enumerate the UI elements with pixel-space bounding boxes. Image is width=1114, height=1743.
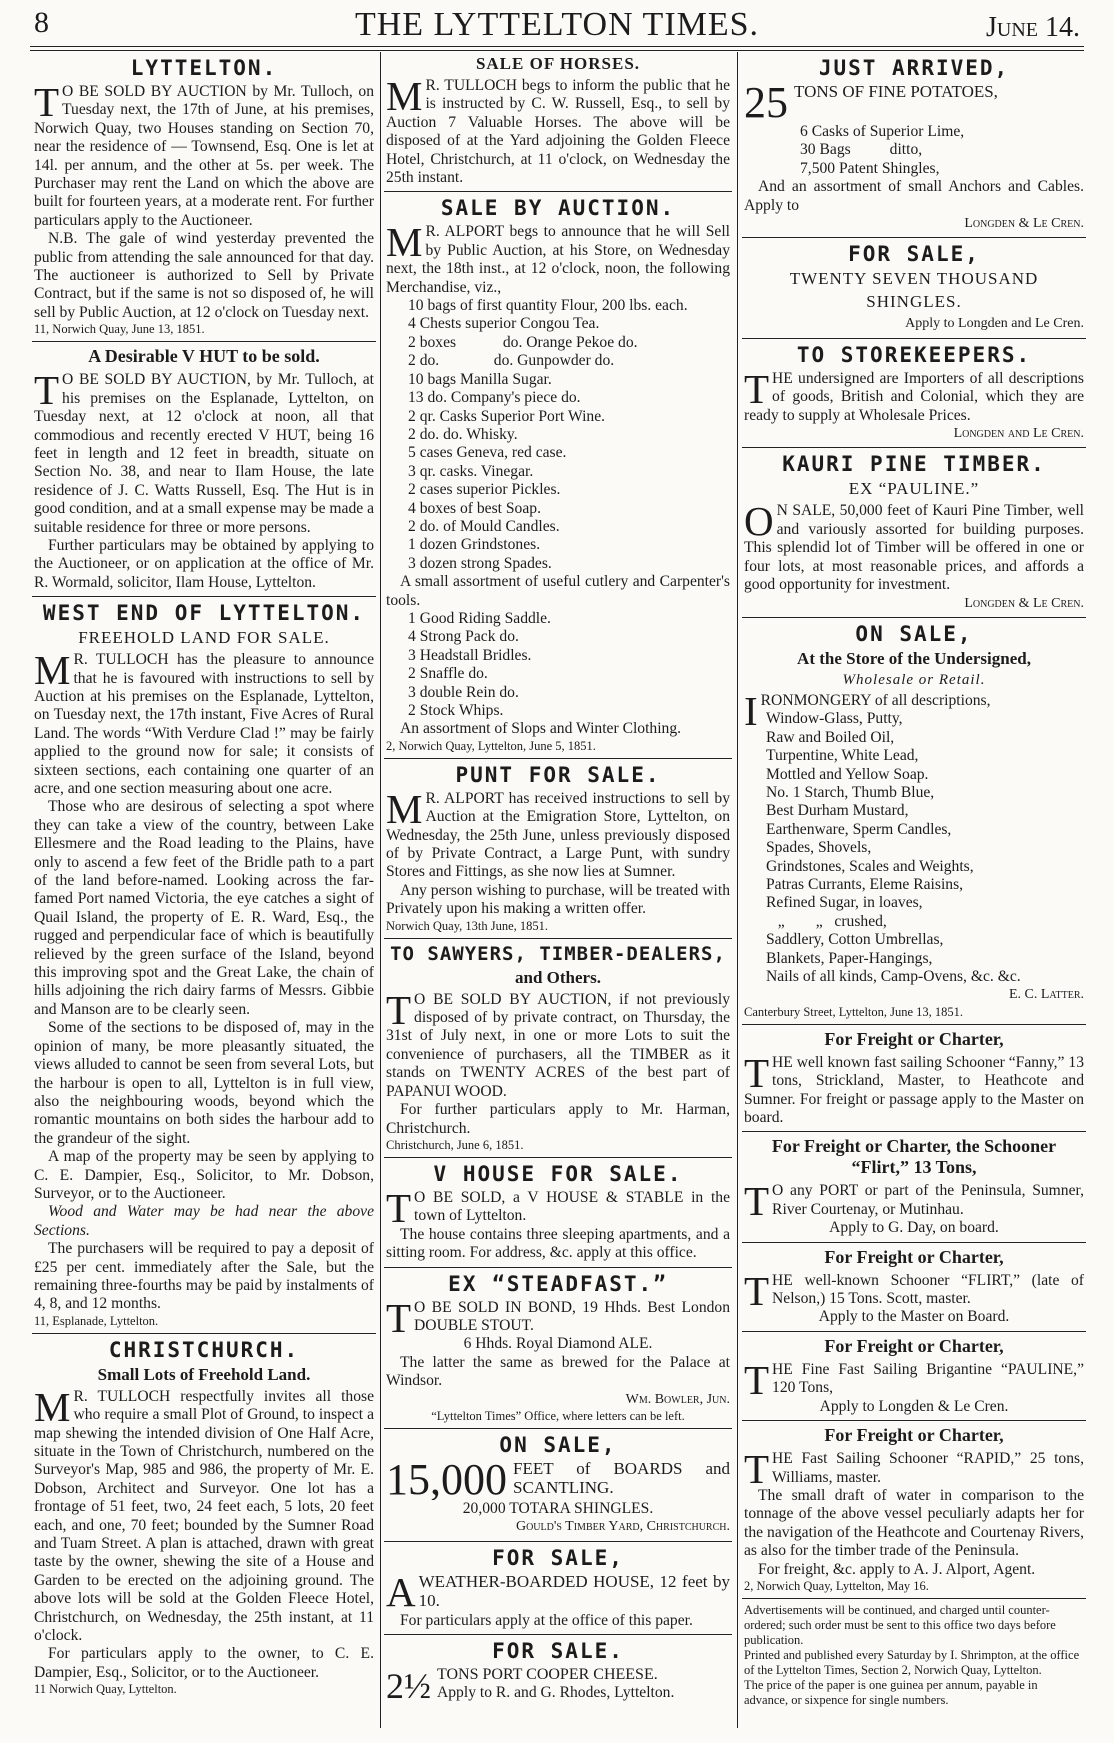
ad-signature: Longden & Le Cren.	[964, 595, 1084, 611]
ad-footer: 11, Esplanade, Lyttelton.	[34, 1313, 159, 1328]
big-number: 25	[744, 83, 788, 123]
big-number: 2½	[386, 1666, 431, 1706]
ad-ironmongery	[742, 622, 1086, 1025]
drop-cap: M	[386, 785, 423, 832]
drop-cap: O	[744, 498, 774, 545]
ad-paragraph: A small assortment of useful cutlery and Carpenter's tools.	[386, 573, 730, 609]
list-item: Grindstones, Scales and Weights,	[766, 857, 974, 875]
list-item: 30 Bags ditto,	[800, 141, 923, 159]
ad-paragraph: Any person wishing to purchase, will be treated with Privately upon his making a written offer.	[386, 881, 730, 918]
ad-body: HE undersigned are Importers of all descriptions of goods, British and Colonial, which they are ready to supply at Wholesale Prices.	[744, 369, 1084, 424]
ad-heading: JUST ARRIVED,	[818, 56, 1010, 80]
list-item: Saddlery, Cotton Umbrellas,	[766, 931, 944, 949]
ad-body: HE well-known Schooner “FLIRT,” (late of Nelson,) 15 Tons. Scott, master.	[772, 1271, 1084, 1308]
column-3	[742, 54, 1086, 1716]
ad-paragraph: Those who are desirous of selecting a spot where they can take a view of the country, between Lake Ellesmere and the Road leading to the Plains, have only to ascend a few feet of the Bridle path to a part of the land before-named. Looking across the far-famed Port named Victoria, the eye catches a sight of Quail Island, the property of E. R. Ward, Esq., the rugged and perpendicular face of which is beautifully relieved by the green surface of the Island, beyond this improving spot and the Great Lake, the chain of hills adjoining the rich dairy farms of Messrs. Gibbie and Manson are to be clearly seen.	[34, 798, 374, 1018]
ad-heading: For Freight or Charter,	[824, 1246, 1004, 1267]
ad-body: TONS PORT COOPER CHEESE.	[437, 1666, 658, 1683]
ad-heading: WEST END OF LYTTELTON.	[42, 601, 366, 626]
ad-paragraph: An assortment of Slops and Winter Clothing.	[400, 720, 682, 738]
drop-cap: T	[744, 365, 770, 412]
list-item: 2 do. do. Gunpowder do.	[408, 352, 615, 370]
ad-body: O any PORT or part of the Peninsula, Sumner, River Courtenay, or Mutinhau.	[772, 1182, 1084, 1218]
drop-cap: T	[744, 1049, 770, 1096]
ad-heading: ON SALE,	[855, 621, 973, 646]
list-item: Spades, Shovels,	[766, 839, 872, 857]
ad-heading: LYTTELTON.	[130, 56, 278, 80]
ad-signature: Longden & Le Cren.	[964, 216, 1084, 232]
ad-line: TONS OF FINE POTATOES,	[794, 83, 998, 101]
ad-pauline	[742, 1336, 1086, 1421]
ad-v-hut	[32, 346, 376, 597]
drop-cap: T	[386, 986, 412, 1033]
list-item: 3 qr. casks. Vinegar.	[408, 462, 534, 480]
ad-footer: 2, Norwich Quay, Lyttelton, May 16.	[744, 1578, 929, 1593]
ad-body: HE Fast Sailing Schooner “RAPID,” 25 tons, Williams, master.	[772, 1450, 1084, 1486]
ad-subheading-2: Wholesale or Retail.	[842, 671, 986, 688]
list-item: Nails of all kinds, Camp-Ovens, &c. &c.	[766, 968, 1021, 985]
ad-body: O BE SOLD BY AUCTION by Mr. Tulloch, on Tuesday next, the 17th of June, at his premises, Norwich Quay, two Houses standing on Section 70, near the residence of — Townsend, Esq. One is let at 14l. per annum, and the other at 5s. per week. The Purchaser may rent the Land on which the above are built for fourteen years, at a moderate rent. For further particulars apply to the Auctioneer.	[34, 83, 374, 229]
list-item: 2 boxes do. Orange Pekoe do.	[408, 333, 638, 351]
list-item: 4 boxes of best Soap.	[408, 499, 541, 517]
goods-list	[744, 710, 1084, 986]
ad-apply: Apply to Longden & Le Cren.	[819, 1397, 1009, 1415]
ad-heading: TO STOREKEEPERS.	[796, 342, 1032, 367]
ad-fanny	[742, 1029, 1086, 1133]
ad-paragraph: The house contains three sleeping apartments, and a sitting room. For address, &c. apply at this office.	[386, 1225, 730, 1262]
list-item: 4 Chests superior Congou Tea.	[408, 315, 600, 333]
list-item: 2 Snaffle do.	[408, 665, 488, 683]
ad-subheading: At the Store of the Undersigned,	[797, 648, 1031, 668]
list-item: 13 do. Company's piece do.	[408, 389, 581, 407]
ad-signature: Longden and Le Cren.	[953, 426, 1084, 442]
ad-heading: PUNT FOR SALE.	[455, 762, 661, 787]
issue-date: June 14.	[986, 12, 1080, 43]
ad-subheading: EX “PAULINE.”	[848, 479, 980, 499]
goods-list	[744, 123, 1084, 178]
notice-paragraph: Printed and published every Saturday by I. Shrimpton, at the office of the Lyttelton Times, Section 2, Norwich Quay, Lyttelton.	[744, 1647, 1080, 1677]
ad-west-end	[32, 601, 376, 1334]
ad-footer: 11, Norwich Quay, June 13, 1851.	[34, 322, 205, 337]
drop-cap: T	[34, 367, 60, 414]
list-item: 3 double Rein do.	[408, 683, 519, 701]
ad-heading: For Freight or Charter,	[824, 1335, 1004, 1356]
ad-body: FEET of BOARDS and SCANTLING.	[513, 1459, 730, 1498]
list-item: No. 1 Starch, Thumb Blue,	[766, 783, 935, 801]
ad-body: R. ALPORT has received instructions to sell by Auction at the Emigration Store, Lyttelton, on Wednesday, the 25th June, unless previously disposed of by Private Contract, a Large Punt, with sundry Stores and Fittings, as she now lies at Sumner.	[386, 789, 730, 881]
ad-heading: ON SALE,	[499, 1432, 617, 1457]
ad-body: R. TULLOCH begs to inform the public that he is instructed by C. W. Russell, Esq., to sell by Auction 7 Valuable Horses. The above will be disposed of at the Yard adjoining the Golden Fleece Hotel, Christchurch, at 11 o'clock, on Wednesday the 25th instant.	[386, 77, 730, 187]
list-item: 2 do. do. Whisky.	[408, 425, 518, 443]
ad-signature: E. C. Latter.	[1008, 987, 1084, 1003]
column-divider-1	[380, 52, 381, 1728]
ad-line: TWENTY SEVEN THOUSAND	[789, 269, 1039, 289]
ad-lyttelton	[32, 56, 376, 342]
ad-paragraph: For particulars apply at the office of this paper.	[400, 1611, 693, 1629]
column-1	[32, 54, 376, 1705]
ad-paragraph: Further particulars may be obtained by applying to the Auctioneer, or on application at the office of Mr. R. Wormald, solicitor, Ilam House, Lyttelton.	[34, 536, 374, 591]
ad-body: N SALE, 50,000 feet of Kauri Pine Timber, well and variously assorted for building purposes. This splendid lot of Timber will be offered in one or four lots, at most reasonable prices, and affords a good opportunity for investment.	[744, 502, 1084, 594]
ad-footer: Norwich Quay, 13th June, 1851.	[386, 918, 549, 933]
ad-body: R. TULLOCH respectfully invites all those who require a small Plot of Ground, to inspect a map shewing the intended division of One Half Acre, situate in the Town of Christchurch, numbered on the Surveyor's Map, 985 and 986, the property of Mr. E. Dobson, Architect and Surveyor. One lot has a frontage of 51 feet, two, 24 feet each, 5 lots, 20 feet each, and one, 70 feet; bounded by the Sumner Road and Tuam Street. A plan is attached, drawn with great taste by the owner, shewing the site of a House and Garden to be erected on the adjoining ground. The above lots will be sold at the Golden Fleece Hotel, Christchurch, on Wednesday, the 25th instant, at 11 o'clock.	[34, 1387, 374, 1645]
ad-heading: EX “STEADFAST.”	[448, 1271, 668, 1296]
column-divider-2	[737, 52, 738, 1728]
drop-cap: M	[34, 647, 71, 694]
ad-shingles	[742, 242, 1086, 338]
page-number: 8	[34, 6, 49, 39]
drop-cap: T	[34, 79, 60, 125]
ad-heading: FOR SALE,	[492, 1545, 624, 1570]
drop-cap: M	[386, 219, 423, 266]
ad-subheading: FREEHOLD LAND FOR SALE.	[78, 628, 330, 648]
list-item: 1 dozen Grindstones.	[408, 536, 541, 554]
list-item: Refined Sugar, in loaves,	[766, 894, 923, 912]
merchandise-list-2	[386, 610, 730, 720]
ad-signature: Gould's Timber Yard, Christchurch.	[515, 1519, 730, 1535]
column-2	[384, 54, 732, 1714]
ad-paragraph: Some of the sections to be disposed of, may in the opinion of many, be more pleasantly situated, the views alluded to cannot be seen from several Lots, but the harbour is open to all, Lyttelton is in full view, also the neighbouring woods, beyond which the romantic mountains on both sides the harbour add to the grandeur of the sight.	[34, 1019, 374, 1147]
drop-cap: T	[386, 1294, 412, 1341]
ad-cheese	[384, 1639, 732, 1710]
ad-paragraph: A map of the property may be seen by applying to C. E. Dampier, Esq., Solicitor, to Mr. Dobson, Surveyor, or to the Auctioneer.	[34, 1148, 374, 1202]
ad-paragraph: The latter the same as brewed for the Palace at Windsor.	[386, 1353, 730, 1390]
ad-footer: 2, Norwich Quay, Lyttelton, June 5, 1851.	[386, 738, 596, 753]
ad-sale-by-auction	[384, 196, 732, 758]
ad-heading: FOR SALE.	[492, 1639, 624, 1663]
header-rule-thin	[30, 50, 1084, 51]
ad-body: HE well known fast sailing Schooner “Fanny,” 13 tons, Strickland, Master, to Heathcote and Sumner. For freight or passage apply to the Master on board.	[744, 1053, 1084, 1127]
list-item: 2 Stock Whips.	[408, 702, 504, 719]
ad-body: O BE SOLD BY AUCTION, if not previously disposed of by private contract, on Thursday, the 31st of July next, in one or more Lots to suit the convenience of purchasers, all the TIMBER as it stands on TWENTY ACRES of the best part of PAPANUI WOOD.	[386, 990, 730, 1100]
merchandise-list	[386, 297, 730, 573]
ad-weatherboard-house	[384, 1546, 732, 1635]
list-item: 6 Casks of Superior Lime,	[800, 123, 965, 140]
ad-apply: Apply to G. Day, on board.	[829, 1219, 999, 1237]
list-item: 3 dozen strong Spades.	[408, 554, 552, 572]
list-item: Window-Glass, Putty,	[766, 710, 903, 728]
ad-body: HE Fine Fast Sailing Brigantine “PAULINE,” 120 Tons,	[772, 1360, 1084, 1397]
ad-line: 6 Hhds. Royal Diamond ALE.	[463, 1335, 653, 1353]
ad-heading: For Freight or Charter,	[824, 1028, 1004, 1049]
ad-flirt-schooner	[742, 1247, 1086, 1332]
ad-body: O BE SOLD IN BOND, 19 Hhds. Best London DOUBLE STOUT.	[414, 1298, 730, 1334]
ad-body: RONMONGERY of all descriptions,	[760, 691, 991, 709]
list-item: 10 bags Manilla Sugar.	[408, 370, 552, 388]
ad-paragraph: Wood and Water may be had near the above Sections.	[34, 1203, 374, 1239]
ad-body: R. ALPORT begs to announce that he will Sell by Public Auction, at his Store, on Wednesday next, the 18th inst., at 12 o'clock, noon, the following Merchandise, viz.,	[386, 223, 730, 296]
ad-steadfast	[384, 1272, 732, 1429]
ad-flirt-charter	[742, 1136, 1086, 1242]
drop-cap: M	[34, 1383, 71, 1430]
list-item: Earthenware, Sperm Candles,	[766, 820, 952, 838]
list-item: 3 Headstall Bridles.	[408, 646, 532, 664]
list-item: 1 Good Riding Saddle.	[408, 609, 551, 627]
ad-note: N.B. The gale of wind yesterday prevented the public from attending the sale announced for that day. The auctioneer is authorized to Sell by Private Contract, but if the same is not so disposed of, he will sell by Public Auction, at 12 o'clock on Tuesday next.	[34, 230, 374, 321]
ad-kauri-timber	[742, 452, 1086, 617]
ad-body: WEATHER-BOARDED HOUSE, 12 feet by 10.	[418, 1571, 730, 1611]
drop-cap: T	[744, 1356, 770, 1403]
ad-signature: Wm. Bowler, Jun.	[625, 1391, 730, 1407]
list-item: Best Durham Mustard,	[766, 802, 909, 820]
ad-apply: Apply to Longden and Le Cren.	[905, 316, 1084, 332]
ad-paragraph: The purchasers will be required to pay a deposit of £25 per cent. immediately after the Sale, but the remaining three-fourths may be paid by instalments of 4, 8, and 12 months.	[34, 1240, 374, 1313]
ad-punt	[384, 763, 732, 939]
drop-cap: I	[744, 687, 758, 734]
ad-heading: A Desirable V HUT to be sold.	[88, 346, 320, 367]
ad-footer: 11 Norwich Quay, Lyttelton.	[34, 1682, 177, 1697]
list-item: Blankets, Paper-Hangings,	[766, 949, 933, 967]
list-item: 4 Strong Pack do.	[408, 628, 519, 646]
ad-paragraph: The small draft of water in comparison to the tonnage of the above vessel peculiarly adapts her for the navigation of the Heathcote and Courtenay Rivers, as also for the timber trade of the Peninsula.	[744, 1486, 1084, 1560]
ad-body: O BE SOLD, a V HOUSE & STABLE in the town of Lyttelton.	[414, 1188, 730, 1225]
ad-sale-of-horses	[384, 54, 732, 192]
ad-paragraph: And an assortment of small Anchors and Cables. Apply to	[744, 178, 1084, 214]
drop-cap: T	[386, 1184, 412, 1231]
ad-footer: Christchurch, June 6, 1851.	[386, 1137, 524, 1152]
list-item: 2 do. of Mould Candles.	[408, 517, 560, 535]
ad-footer: Canterbury Street, Lyttelton, June 13, 1851.	[744, 1004, 964, 1019]
ad-footer: “Lyttelton Times” Office, where letters can be left.	[431, 1408, 685, 1423]
ad-christchurch	[32, 1338, 376, 1702]
ad-heading: CHRISTCHURCH.	[108, 1337, 300, 1362]
ad-heading: SALE BY AUCTION.	[440, 196, 676, 221]
ad-line: Apply to R. and G. Rhodes, Lyttelton.	[437, 1684, 675, 1702]
ad-boards	[384, 1433, 732, 1542]
drop-cap: M	[386, 73, 423, 119]
ad-v-house	[384, 1162, 732, 1268]
publication-notice	[742, 1603, 1086, 1712]
masthead	[30, 2, 1084, 44]
ad-rapid	[742, 1425, 1086, 1599]
list-item: 10 bags of first quantity Flour, 200 lbs. each.	[408, 297, 688, 315]
ad-heading: For Freight or Charter, the Schooner “Flirt,” 13 Tons,	[771, 1136, 1057, 1178]
ad-body: O BE SOLD BY AUCTION, by Mr. Tulloch, at his premises on the Esplanade, Lyttelton, on Tuesday next, at 12 o'clock at noon, all that commodious and recently erected V HUT, being 16 feet in length and 12 feet in breadth, situate on Section No. 38, and near to Ilam House, the late residence of J. C. Watts Russell, Esq. The Hut is in good condition, and at a small expense may be made a suitable residence for three or more persons.	[34, 371, 374, 536]
ad-apply: Apply to the Master on Board.	[818, 1308, 1010, 1326]
ad-paragraph: For further particulars apply to Mr. Harman, Christchurch.	[386, 1101, 730, 1137]
list-item: Raw and Boiled Oil,	[766, 728, 895, 746]
newspaper-title: THE LYTTELTON TIMES.	[354, 6, 760, 43]
ad-heading: KAURI PINE TIMBER.	[782, 452, 1046, 477]
notice-paragraph: Advertisements will be continued, and charged until counter-ordered; such order must be sent to this office two days before publication.	[744, 1602, 1056, 1647]
ad-body: R. TULLOCH has the pleasure to announce that he is favoured with instructions to sell by Auction at his premises on the Esplanade, Lyttelton, on Tuesday next, the 17th instant, Five Acres of Rural Land. The words “With Verdure Clad !” may be fairly applied to the ground now for sale; it consists of sixteen sections, each containing one quarter of an acre, and one section measuring about one acre.	[34, 651, 374, 797]
ad-line: 20,000 TOTARA SHINGLES.	[462, 1499, 654, 1517]
ad-heading: SALE OF HORSES.	[475, 54, 641, 73]
ad-sawyers	[384, 943, 732, 1158]
drop-cap: T	[744, 1446, 770, 1493]
ad-storekeepers	[742, 343, 1086, 449]
list-item: 2 cases superior Pickles.	[408, 481, 561, 499]
ad-line: SHINGLES.	[866, 292, 962, 312]
drop-cap: T	[744, 1267, 770, 1314]
list-item: Patras Currants, Eleme Raisins,	[766, 875, 964, 893]
list-item: 7,500 Patent Shingles,	[800, 159, 940, 177]
list-item: 5 cases Geneva, red case.	[408, 444, 567, 462]
header-rule-thick	[30, 46, 1084, 47]
list-item: 2 qr. Casks Superior Port Wine.	[408, 407, 606, 425]
drop-cap: A	[386, 1568, 416, 1615]
ad-paragraph: For particulars apply to the owner, to C. E. Dampier, Esq., Solicitor, or to the Auctioneer.	[34, 1645, 374, 1681]
list-item: „ „ crushed,	[766, 912, 887, 930]
ad-subheading: and Others.	[515, 967, 601, 987]
drop-cap: T	[744, 1178, 770, 1225]
list-item: Turpentine, White Lead,	[766, 747, 919, 765]
ad-just-arrived	[742, 56, 1086, 238]
big-number: 15,000	[386, 1459, 507, 1500]
ad-heading: V HOUSE FOR SALE.	[433, 1161, 683, 1186]
ad-subheading: Small Lots of Freehold Land.	[97, 1364, 311, 1384]
ad-heading: TO SAWYERS, TIMBER-DEALERS,	[390, 942, 726, 965]
ad-heading: FOR SALE,	[848, 242, 980, 267]
notice-paragraph: The price of the paper is one guinea per annum, payable in advance, or sixpence for single numbers.	[744, 1677, 1038, 1707]
ad-paragraph: For freight, &c. apply to A. J. Alport, Agent.	[758, 1560, 1036, 1578]
list-item: Mottled and Yellow Soap.	[766, 765, 929, 783]
ad-heading: For Freight or Charter,	[824, 1425, 1004, 1446]
